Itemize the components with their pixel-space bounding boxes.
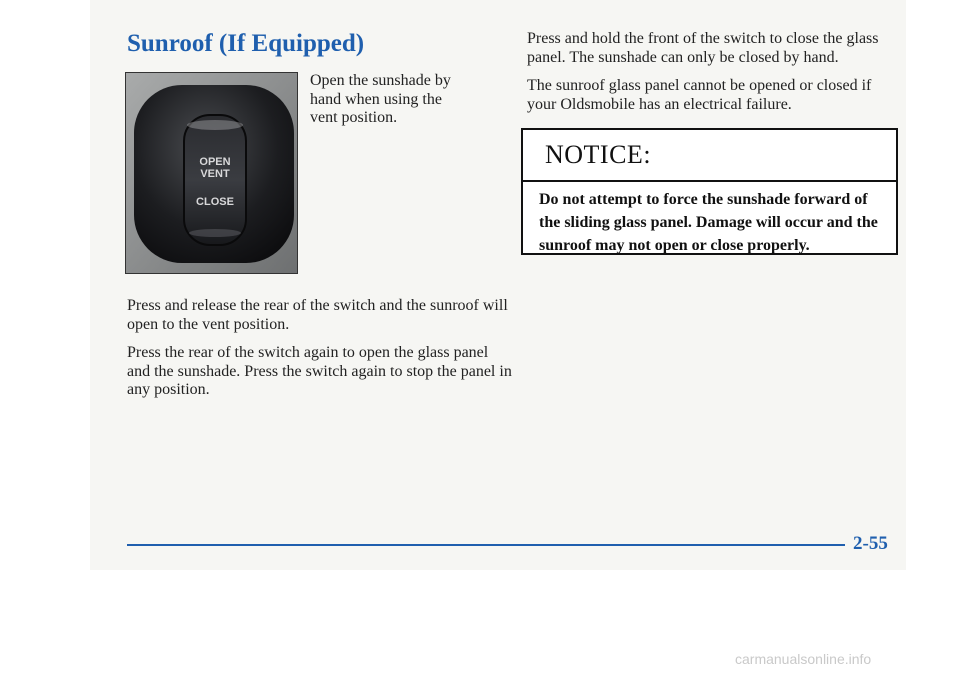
sunroof-switch-photo bbox=[125, 72, 298, 274]
footer-rule bbox=[127, 544, 845, 546]
paragraph-open-glass: Press the rear of the switch again to open the glass panel and the sunshade. Press the switch again to stop the panel in any position. bbox=[127, 344, 512, 398]
notice-header bbox=[523, 130, 896, 182]
photo-caption: Open the sunshade by hand when using the vent position. bbox=[310, 72, 451, 126]
switch-label-close: CLOSE bbox=[196, 196, 234, 208]
paragraph-vent-open: Press and release the rear of the switch and the sunroof will open to the vent position. bbox=[127, 297, 508, 333]
paragraph-close-glass: Press and hold the front of the switch to close the glass panel. The sunshade can only be closed by hand. bbox=[527, 30, 879, 66]
switch-label-open: OPEN bbox=[199, 156, 231, 168]
notice-title: NOTICE: bbox=[545, 140, 652, 169]
page-number: 2-55 bbox=[853, 533, 888, 554]
notice-text: Do not attempt to force the sunshade forward of the sliding glass panel. Damage will occur and the sunroof may not open or close properly. bbox=[539, 191, 878, 254]
notice-box bbox=[521, 128, 898, 255]
paragraph-electrical-failure: The sunroof glass panel cannot be opened or closed if your Oldsmobile has an electrical failure. bbox=[527, 77, 872, 113]
page-title: Sunroof (If Equipped) bbox=[127, 30, 365, 57]
watermark: carmanualsonline.info bbox=[735, 651, 872, 667]
switch-label-vent: VENT bbox=[200, 168, 230, 180]
